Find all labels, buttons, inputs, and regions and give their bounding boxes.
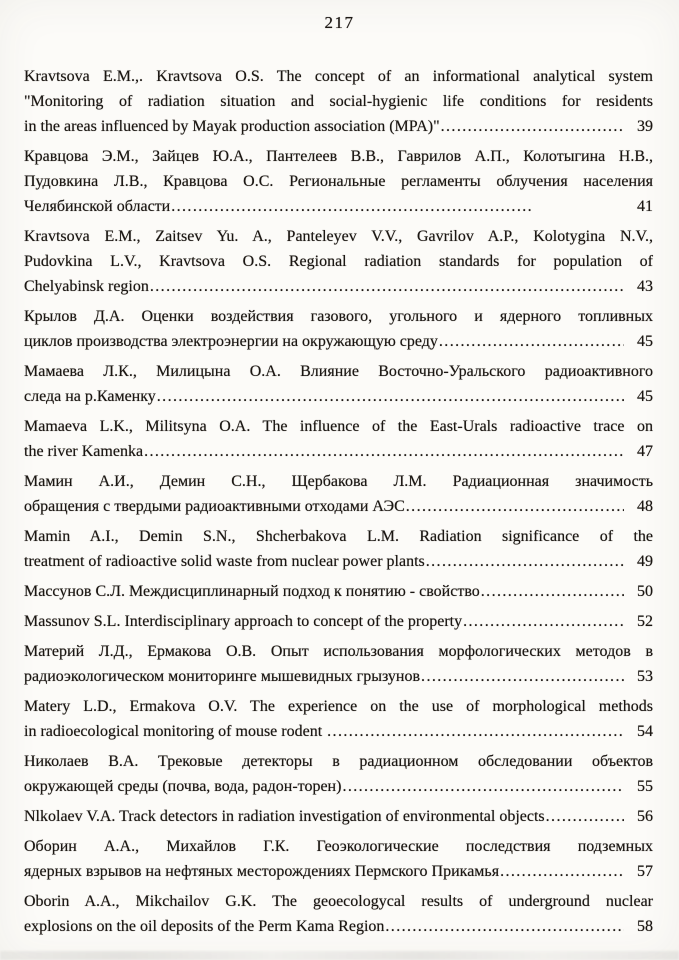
toc-entry — [24, 144, 653, 219]
entry-line: Пудовкина Л.В., Кравцова О.С. Региональные регламенты облучения населения — [24, 173, 653, 190]
entry-page-ref: 52 — [637, 613, 653, 630]
entry-line: Мамаева Л.К., Милицына О.А. Влияние Восточно-Уральского радиоактивного — [24, 363, 653, 380]
scan-artifact-band — [0, 951, 679, 960]
entry-page-ref: 58 — [637, 918, 653, 935]
entry-last-line — [24, 494, 653, 519]
entry-text: explosions on the oil deposits of the Perm Kama Region — [24, 918, 385, 935]
leader-dots — [500, 859, 624, 884]
toc-entry — [24, 639, 653, 689]
toc-entry — [24, 749, 653, 799]
entry-page-ref: 50 — [637, 583, 653, 600]
leader-dots — [421, 664, 624, 689]
entry-page-ref: 57 — [637, 863, 653, 880]
entry-line: Мамин А.И., Демин С.Н., Щербакова Л.М. Радиационная значимость — [24, 473, 653, 490]
entry-line: Николаев В.А. Трековые детекторы в радиационном обследовании объектов — [24, 753, 653, 770]
leader-dots — [171, 194, 533, 219]
toc-entry — [24, 359, 653, 409]
leader-dots — [426, 549, 624, 574]
entry-page-ref: 41 — [637, 198, 653, 215]
entry-page-ref: 56 — [637, 808, 653, 825]
entry-text: обращения с твердыми радиоактивными отходами АЭС — [24, 498, 405, 515]
toc-entry — [24, 64, 653, 139]
entry-text: радиоэкологическом мониторинге мышевидных грызунов — [24, 668, 421, 685]
entry-line: Материй Л.Д., Ермакова О.В. Опыт использования морфологических методов в — [24, 643, 653, 660]
entry-text: in radioecological monitoring of mouse rodent — [24, 723, 327, 740]
entry-line: Pudovkina L.V., Kravtsova O.S. Regional radiation standards for population of — [24, 253, 653, 270]
entry-text: Nlkolaev V.A. Track detectors in radiation investigation of environmental objects — [24, 808, 545, 825]
entry-last-line — [24, 804, 653, 829]
entry-line: Оборин А.А., Михайлов Г.К. Геоэкологические последствия подземных — [24, 838, 653, 855]
entry-line: Kravtsova E.M., Zaitsev Yu. A., Panteleyev V.V., Gavrilov A.P., Kolotygina N.V., — [24, 228, 653, 245]
entry-page-ref: 55 — [637, 778, 653, 795]
entry-last-line — [24, 274, 653, 299]
entry-page-ref: 45 — [637, 333, 653, 350]
entry-line: Matery L.D., Ermakova O.V. The experience on the use of morphological methods — [24, 698, 653, 715]
leader-dots — [481, 579, 624, 604]
toc-entry — [24, 414, 653, 464]
entry-last-line — [24, 439, 653, 464]
toc-entry — [24, 579, 653, 604]
entry-line: Mamin A.I., Demin S.N., Shcherbakova L.M. Radiation significance of the — [24, 528, 653, 545]
entry-last-line — [24, 384, 653, 409]
entry-last-line — [24, 914, 653, 939]
leader-dots — [441, 114, 624, 139]
leader-dots — [406, 494, 624, 519]
entry-last-line — [24, 664, 653, 689]
entry-line: Oborin A.A., Mikchailov G.K. The geoecologycal results of underground nuclear — [24, 893, 653, 910]
entry-page-ref: 53 — [637, 668, 653, 685]
entry-last-line — [24, 549, 653, 574]
leader-dots — [439, 329, 624, 354]
entry-text: Челябинской области — [24, 198, 171, 215]
entry-page-ref: 43 — [637, 278, 653, 295]
toc-entry — [24, 694, 653, 744]
toc-entry — [24, 469, 653, 519]
entry-text: in the areas influenced by Mayak production association (MPA)" — [24, 118, 440, 135]
leader-dots — [327, 719, 624, 744]
entry-last-line — [24, 194, 653, 219]
entry-page-ref: 48 — [637, 498, 653, 515]
entry-page-ref: 54 — [637, 723, 653, 740]
leader-dots — [463, 609, 624, 634]
page-number: 217 — [324, 13, 355, 32]
entry-text: the river Kamenka — [24, 443, 144, 460]
entry-line: "Monitoring of radiation situation and social-hygienic life conditions for residents — [24, 93, 653, 110]
entry-line: Крылов Д.А. Оценки воздействия газового, угольного и ядерного топливных — [24, 308, 653, 325]
entry-last-line — [24, 114, 653, 139]
toc-entry — [24, 804, 653, 829]
toc-list — [0, 64, 679, 939]
entry-last-line — [24, 579, 653, 604]
entry-last-line — [24, 774, 653, 799]
toc-entry — [24, 889, 653, 939]
entry-line: Kravtsova E.M.,. Kravtsova O.S. The concept of an informational analytical system — [24, 68, 653, 85]
entry-text: циклов производства электроэнергии на окружающую среду — [24, 333, 438, 350]
entry-last-line — [24, 329, 653, 354]
entry-line: Кравцова Э.М., Зайцев Ю.А., Пантелеев В.В., Гаврилов А.П., Колотыгина Н.В., — [24, 148, 653, 165]
entry-text: окружающей среды (почва, вода, радон-торен) — [24, 778, 342, 795]
entry-text: следа на р.Каменку — [24, 388, 156, 405]
leader-dots — [157, 384, 624, 409]
entry-last-line — [24, 719, 653, 744]
entry-page-ref: 47 — [637, 443, 653, 460]
entry-text: Massunov S.L. Interdisciplinary approach to concept of the property — [24, 613, 463, 630]
entry-text: Chelyabinsk region — [24, 278, 149, 295]
toc-entry — [24, 609, 653, 634]
entry-text: treatment of radioactive solid waste from nuclear power plants — [24, 553, 425, 570]
leader-dots — [150, 274, 624, 299]
toc-entry — [24, 834, 653, 884]
leader-dots — [342, 774, 624, 799]
entry-page-ref: 45 — [637, 388, 653, 405]
entry-text: Массунов С.Л. Междисциплинарный подход к понятию - свойство — [24, 583, 480, 600]
page-header — [0, 0, 679, 40]
entry-text: ядерных взрывов на нефтяных месторождениях Пермского Прикамья — [24, 863, 500, 880]
toc-entry — [24, 224, 653, 299]
entry-page-ref: 39 — [637, 118, 653, 135]
entry-last-line — [24, 609, 653, 634]
leader-dots — [144, 439, 624, 464]
leader-dots — [546, 804, 624, 829]
entry-line: Mamaeva L.K., Militsyna O.A. The influence of the East-Urals radioactive trace on — [24, 418, 653, 435]
toc-entry — [24, 524, 653, 574]
leader-dots — [385, 914, 624, 939]
toc-entry — [24, 304, 653, 354]
entry-page-ref: 49 — [637, 553, 653, 570]
entry-last-line — [24, 859, 653, 884]
